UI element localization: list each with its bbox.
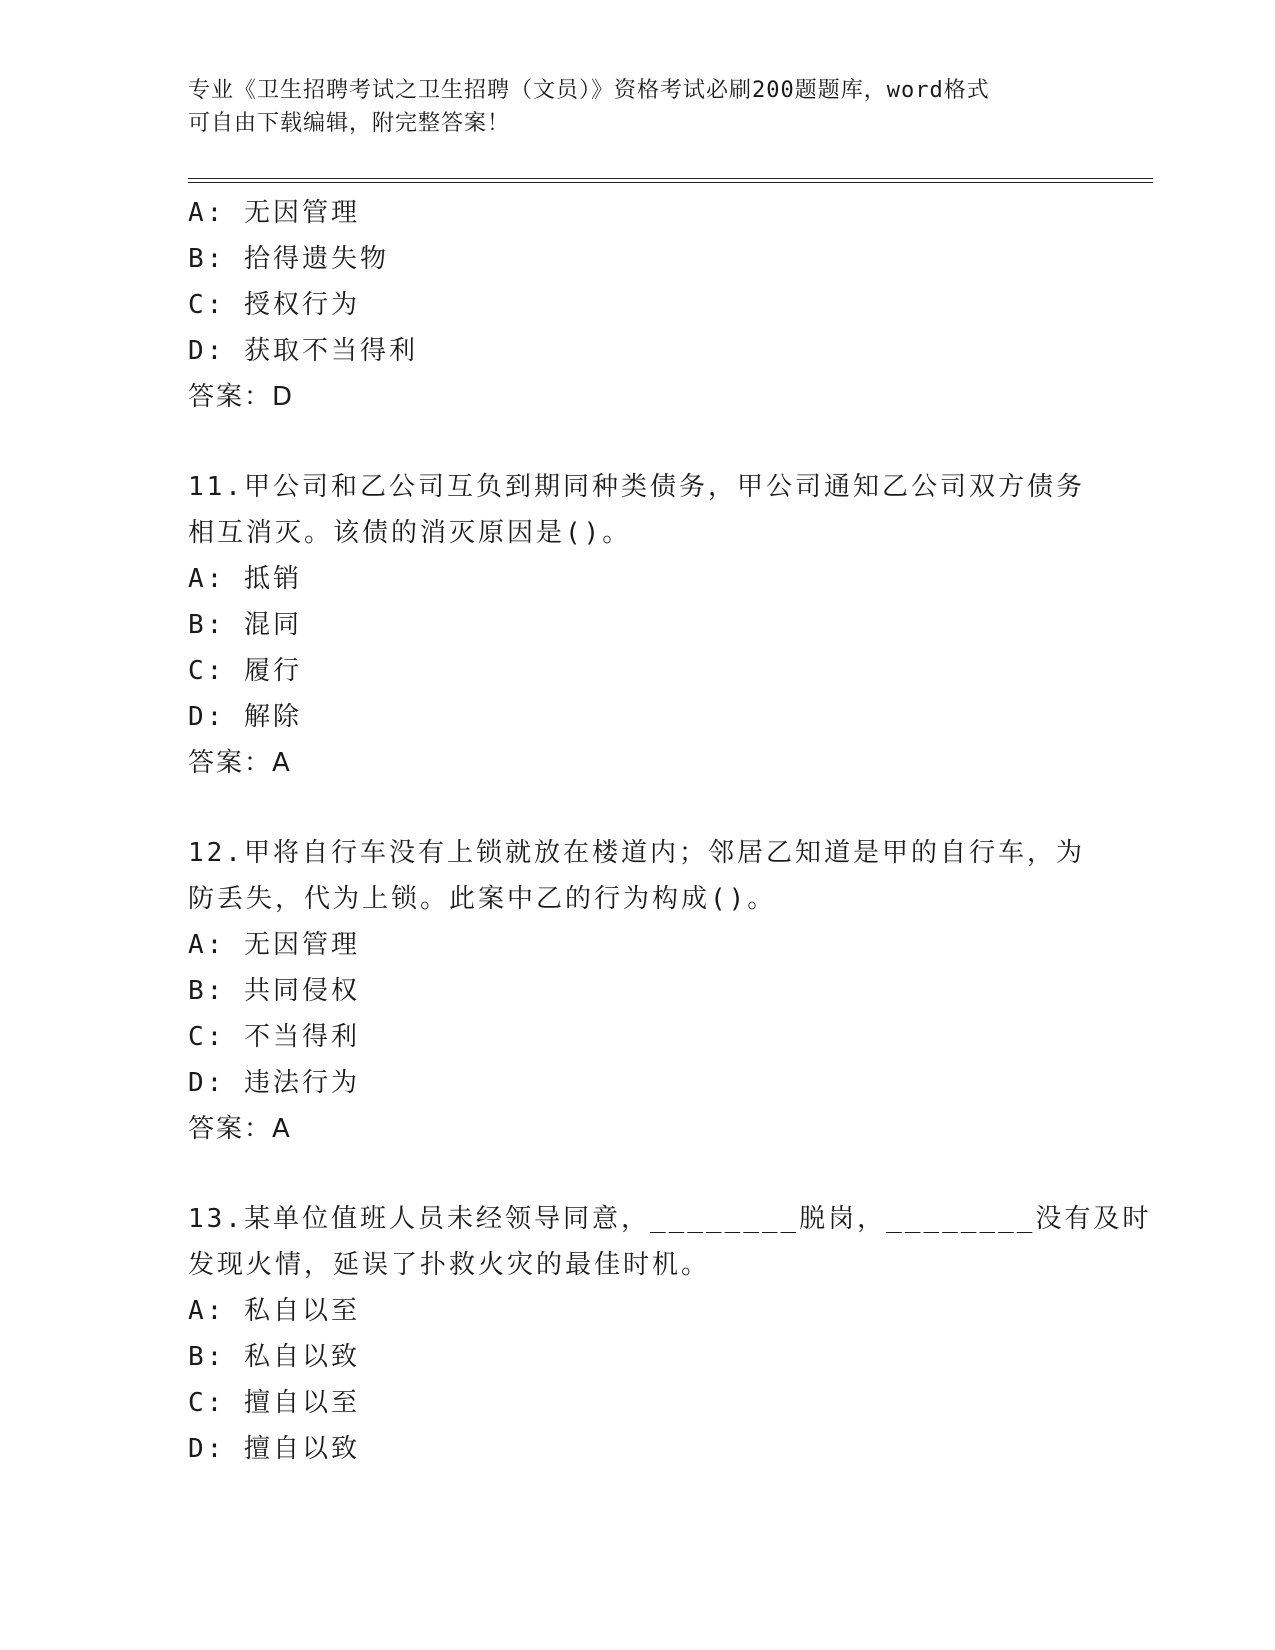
option-b: B: 混同 (188, 610, 302, 640)
question-text (188, 464, 1088, 556)
answer-line: 答案：A (188, 1114, 292, 1144)
question-line-1: 11.甲公司和乙公司互负到期同种类债务，甲公司通知乙公司双方债务 (188, 472, 1085, 502)
question-13 (188, 1196, 1152, 1472)
option-d: D: 擅自以致 (188, 1434, 360, 1464)
option-a: A: 抵销 (188, 564, 302, 594)
header-title-line-1: 专业《卫生招聘考试之卫生招聘（文员）》资格考试必刷200题题库，word格式 (188, 78, 990, 103)
option-a: A: 无因管理 (188, 198, 360, 228)
option-a: A: 无因管理 (188, 930, 360, 960)
document-body (188, 190, 1152, 1472)
option-b: B: 拾得遗失物 (188, 244, 389, 274)
question-line-2: 发现火情，延误了扑救火灾的最佳时机。 (188, 1250, 711, 1280)
question-11 (188, 464, 1088, 786)
question-text (188, 1196, 1152, 1288)
question-10-continued (188, 190, 1088, 420)
question-line-1: 12.甲将自行车没有上锁就放在楼道内；邻居乙知道是甲的自行车，为 (188, 838, 1085, 868)
option-b: B: 私自以致 (188, 1342, 360, 1372)
option-c: C: 履行 (188, 656, 302, 686)
option-d: D: 违法行为 (188, 1068, 360, 1098)
option-c: C: 擅自以至 (188, 1388, 360, 1418)
document-header (188, 74, 1068, 140)
question-line-1: 13.某单位值班人员未经领导同意，________脱岗，________没有及时 (188, 1204, 1152, 1234)
question-line-2: 防丢失，代为上锁。此案中乙的行为构成()。 (188, 884, 777, 914)
header-double-rule (188, 178, 1153, 183)
question-line-2: 相互消灭。该债的消灭原因是()。 (188, 518, 632, 548)
option-a: A: 私自以至 (188, 1296, 360, 1326)
option-d: D: 获取不当得利 (188, 336, 418, 366)
option-c: C: 授权行为 (188, 290, 360, 320)
question-12 (188, 830, 1088, 1152)
option-c: C: 不当得利 (188, 1022, 360, 1052)
question-text (188, 830, 1088, 922)
option-d: D: 解除 (188, 702, 302, 732)
answer-line: 答案：D (188, 382, 295, 412)
option-b: B: 共同侵权 (188, 976, 360, 1006)
header-title-line-2: 可自由下载编辑，附完整答案！ (188, 111, 511, 136)
answer-line: 答案：A (188, 748, 292, 778)
